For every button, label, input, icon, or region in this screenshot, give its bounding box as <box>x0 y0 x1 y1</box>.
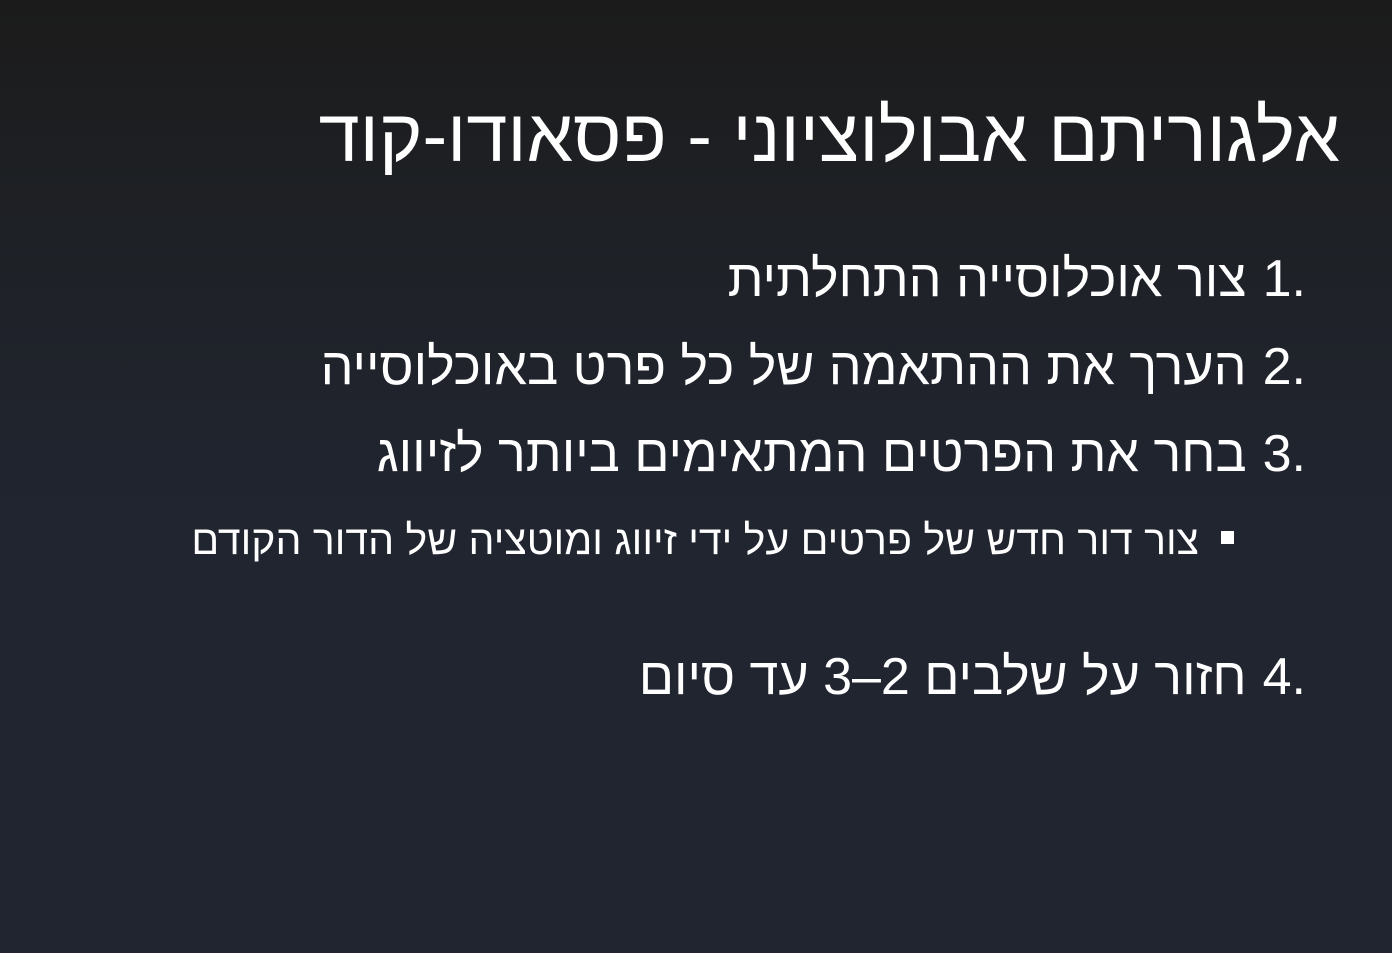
step-text: צור אוכלוסייה התחלתית <box>727 250 1247 308</box>
step-3 <box>377 424 1306 484</box>
sub-bullet-text: צור דור חדש של פרטים על ידי זיווג ומוטציה של הדור הקודם <box>191 517 1199 563</box>
slide-title: אלגוריתם אבולוציוני - פסאודו-קוד <box>318 94 1340 177</box>
step-text: חזור על שלבים 2–3 עד סיום <box>638 648 1247 706</box>
step-number: 2. <box>1262 338 1306 396</box>
sub-bullet <box>134 512 1234 569</box>
step-2 <box>321 337 1306 397</box>
square-bullet-icon <box>1221 531 1234 544</box>
step-text: הערך את ההתאמה של כל פרט באוכלוסייה <box>320 338 1247 396</box>
step-1 <box>728 249 1306 309</box>
step-text: בחר את הפרטים המתאימים ביותר לזיווג <box>376 425 1247 483</box>
step-number: 1. <box>1262 250 1306 308</box>
step-number: 4. <box>1262 648 1306 706</box>
step-number: 3. <box>1262 425 1306 483</box>
step-4 <box>639 647 1306 707</box>
